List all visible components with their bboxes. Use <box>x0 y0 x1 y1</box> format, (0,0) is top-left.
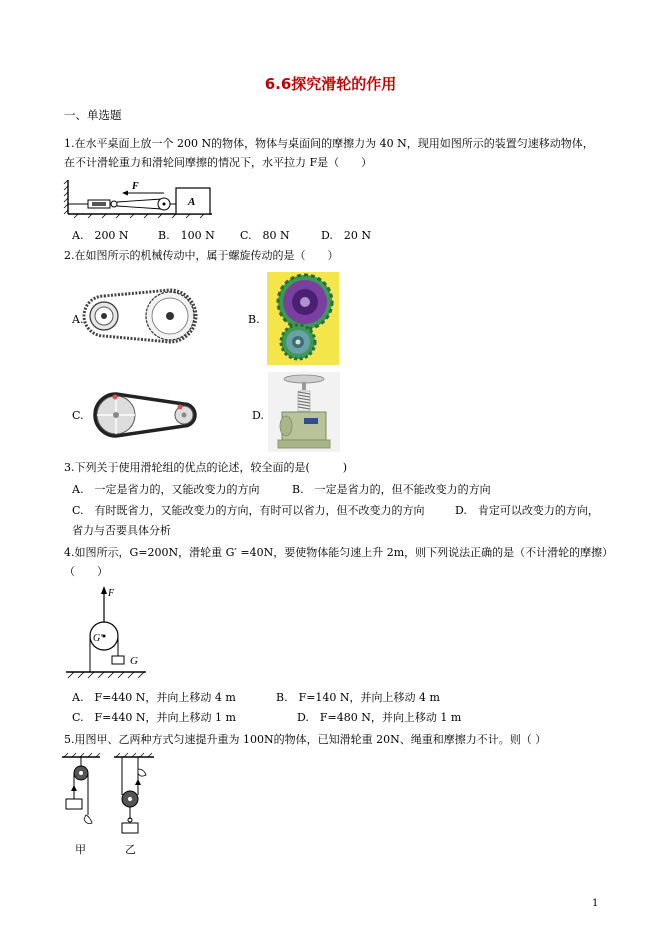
gear-pair-image <box>267 272 339 365</box>
page-title: 6.6探究滑轮的作用 <box>264 75 397 93</box>
q5-label-jia: 甲 <box>75 843 86 856</box>
q2-label-d[interactable]: D. <box>252 409 264 422</box>
q3-option-d-continued: 省力与否要具体分析 <box>72 524 171 537</box>
q1-pulley-figure <box>64 178 214 220</box>
q4-option-a[interactable]: A. F=440 N，并向上移动 4 m <box>72 691 236 704</box>
q1-block-label: A <box>188 196 196 208</box>
q4-text-line1: 4.如图所示，G=200N，滑轮重 G′ =40N，要使物体能匀速上升 2m，则下列说法正确的是（不计滑轮的摩擦） <box>64 546 614 559</box>
q4-option-b[interactable]: B. F=140 N，并向上移动 4 m <box>276 691 440 704</box>
q4-option-c[interactable]: C. F=440 N，并向上移动 1 m <box>72 711 236 724</box>
chain-drive-image <box>88 288 196 346</box>
q4-movable-pulley-figure <box>66 584 156 679</box>
q4-text-line2: （ ） <box>64 565 108 578</box>
belt-drive-image <box>88 392 200 438</box>
q2-text: 2.在如图所示的机械传动中，属于螺旋传动的是（ ） <box>64 249 339 262</box>
q1-option-c[interactable]: C. 80 N <box>240 229 290 242</box>
q1-option-d[interactable]: D. 20 N <box>321 229 372 242</box>
q3-option-b[interactable]: B. 一定是省力的，但不能改变力的方向 <box>292 483 491 496</box>
q2-label-a[interactable]: A. <box>72 313 84 326</box>
q3-text: 3.下列关于使用滑轮组的优点的论述，较全面的是( ) <box>64 461 348 474</box>
q1-text-line2: 在不计滑轮重力和滑轮间摩擦的情况下，水平拉力 F是（ ） <box>64 156 373 169</box>
q5-pulley-figures <box>58 755 168 855</box>
section-heading: 一、单选题 <box>64 108 122 122</box>
q4-option-d[interactable]: D. F=480 N，并向上移动 1 m <box>297 711 462 724</box>
screw-jack-image <box>268 372 340 452</box>
q5-label-yi: 乙 <box>125 843 136 856</box>
q3-option-c[interactable]: C. 有时既省力，又能改变力的方向，有时可以省力，但不改变力的方向 <box>72 504 425 517</box>
q3-option-d[interactable]: D. 肯定可以改变力的方向， <box>455 504 599 517</box>
q3-option-a[interactable]: A. 一定是省力的，又能改变力的方向 <box>72 483 260 496</box>
q1-force-label: F <box>132 181 139 192</box>
q1-option-b[interactable]: B. 100 N <box>158 229 215 242</box>
q2-label-c[interactable]: C. <box>72 409 84 422</box>
q5-text: 5.用图甲、乙两种方式匀速提升重为 100N的物体，已知滑轮重 20N、绳重和摩擦力不计。则（ ） <box>64 733 547 746</box>
q1-option-a[interactable]: A. 200 N <box>72 229 129 242</box>
q4-pulley-weight-label: G′ <box>93 633 103 644</box>
q4-force-label: F <box>108 588 115 599</box>
page-number: 1 <box>592 898 599 909</box>
q2-label-b[interactable]: B. <box>248 313 260 326</box>
q4-weight-label: G <box>130 655 138 667</box>
q1-text-line1: 1.在水平桌面上放一个 200 N的物体，物体与桌面间的摩擦力为 40 N，现用如图所示的装置匀速移动物体， <box>64 137 594 150</box>
